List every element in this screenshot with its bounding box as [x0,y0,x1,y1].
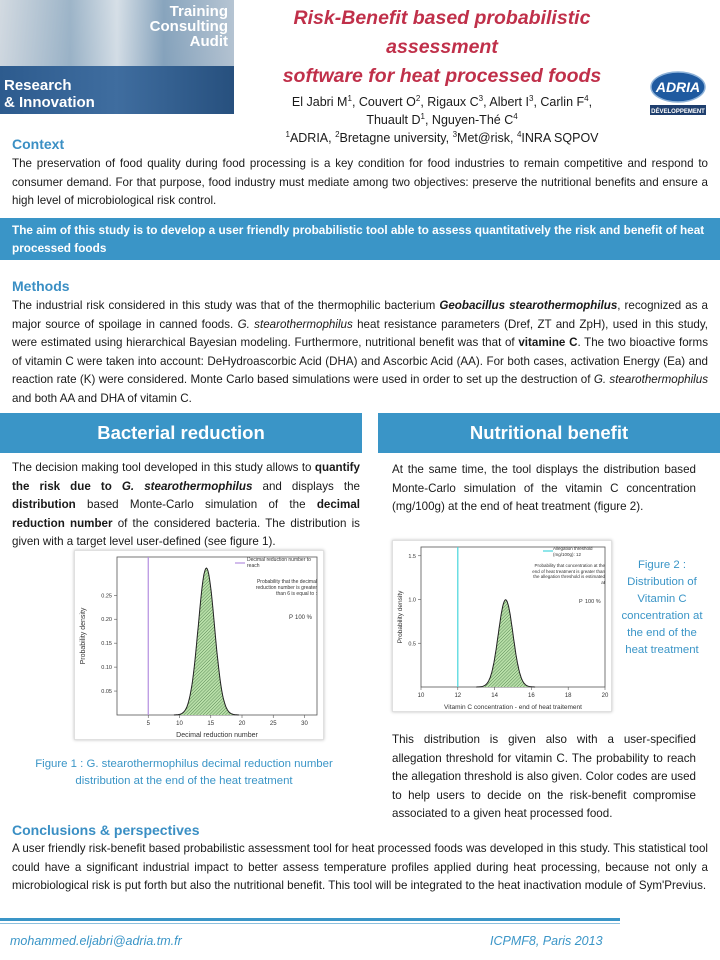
author-name: , Carlin F [533,95,585,109]
x-tick-label: 10 [417,693,425,699]
author-affil-marker: 4 [513,111,518,121]
hatch-line [75,568,206,715]
affil-marker: 2 [335,129,340,139]
hatch-line [75,568,193,715]
chart1-xlabel: Decimal reduction number [176,732,258,739]
hatch-line [520,600,607,687]
x-tick-label: 14 [491,693,498,699]
chart2-legend-label: Allegation threshold (mg/100g): 12 [553,546,593,557]
figure-1-box [74,550,324,740]
hatch-line [533,600,613,687]
y-tick-label: 1.5 [408,553,416,560]
chart2-xlabel: Vitamin C concentration - end of heat traitement [444,704,582,711]
affil-name: INRA SQPOV [521,131,599,145]
hatch-line [393,597,479,687]
banner-word-audit: Audit [189,33,228,50]
hatch-line [101,568,248,715]
figure-2-chart [393,541,613,713]
methods-text: . The two bioactive forms of vitamin C were taken into account: DeHydroascorbic Acid (DHA) and Ascorbic Acid (AA). For both cases, activation Energy (Ea) and reaction rate (K) were considered. Monte Carlo based simulations were used in order to set up the destruction of [12,336,708,387]
hatch-line [113,568,260,715]
hatch-line [530,600,613,687]
density-area [476,600,535,687]
x-tick-label: 15 [207,721,215,727]
conclusions-paragraph: A user friendly risk-benefit based probabilistic assessment tool for heat processed foods was developed in this study. This statistical tool could have a significant industrial impact to better assess temperature profiles applied during heat processing, because not only a microbiological risk is put forth but also the nutritional benefit. This tool will be integrated to the heat inactivation module of Sym'Previus. [12,842,708,893]
author-separator: , [588,95,593,109]
y-tick-label: 0.25 [101,593,112,600]
y-tick-label: 0.10 [101,665,112,672]
species-name: G. stearothermophilus [237,317,353,331]
hatch-line [411,600,498,687]
author-name: , Nguyen-Thé C [424,113,514,127]
methods-heading: Methods [12,278,70,294]
affil-name: Bretagne university, [339,131,453,145]
hatch-line [75,568,196,715]
methods-text: heat resistance parameters (Dref, ZT and ZpH), used in this study, were estimated using hierarchical Bayesian modeling. Furthermore, nutritional benefit was that of [12,317,708,350]
figure-2-box [392,540,612,712]
chart1-annotation: Probability that the decimal reduction number is greater than 6 is equal to : [255,579,317,597]
footer-event: ICPMF8, Paris 2013 [490,934,603,948]
banner-word-research: Research [4,77,72,94]
footer-email: mohammed.eljabri@adria.tm.fr [10,934,182,948]
author-list-line2 [238,111,646,129]
bacterial-text: based Monte-Carlo simulation of the [75,498,317,512]
context-heading: Context [12,136,65,152]
nutritional-paragraph-1: At the same time, the tool displays the distribution based Monte-Carlo simulation of the vitamin C concentration (mg/100g) at the end of heat treatment (figure 2). [392,463,696,514]
hatch-line [447,600,534,687]
author-name: , Albert I [483,95,529,109]
x-tick-label: 12 [454,693,462,699]
methods-bold: vitamine C [518,336,578,350]
bacterial-reduction-header: Bacterial reduction [0,413,362,453]
x-tick-label: 30 [301,721,308,727]
hatch-line [75,568,199,715]
y-tick-label: 0.5 [408,641,416,648]
header-banner [0,0,234,114]
affil-name: ADRIA, [289,131,336,145]
affil-marker: 4 [516,129,522,139]
bacterial-bold: decimal reduction number [12,498,360,530]
x-tick-label: 10 [176,721,183,727]
x-tick-label: 18 [564,693,572,699]
y-tick-label: 0.05 [101,689,112,696]
hatch-line [75,568,183,715]
author-affil-marker: 1 [347,93,352,103]
aim-banner: The aim of this study is to develop a user friendly probabilistic tool able to assess quantitatively the risk and benefit of heat processed foods [0,218,720,260]
figure-1-chart [75,551,325,741]
author-affil-marker: 4 [584,93,589,103]
author-affil-marker: 3 [528,93,534,103]
hatch-line [104,568,251,715]
x-tick-label: 25 [269,721,277,727]
bacterial-paragraph [12,459,360,552]
hatch-line [75,568,174,715]
banner-word-training: Training [169,3,228,20]
conclusions-heading: Conclusions & perspectives [12,822,200,838]
chart1-prob-symbol: P [289,615,294,621]
chart1-probability: 100 % [295,615,313,621]
x-tick-label: 16 [528,693,535,699]
hatch-line [514,600,601,687]
methods-text: , recognized as a major source of spoilage in canned foods. [12,299,708,331]
methods-text: and both AA and DHA of vitamin C. [12,391,192,405]
hatch-line [393,597,476,687]
bacterial-text: of the considered bacteria. The distribution is given with a target level user-defined (see figure 1). [12,516,360,549]
chart2-legend [553,546,605,562]
chart1-legend-label: Decimal reduction number to reach [247,557,311,569]
affil-name: Met@risk, [457,131,517,145]
bacterial-text: and displays the [252,479,360,493]
chart1-legend [247,557,317,579]
hatch-line [75,568,190,715]
author-name: , Rigaux C [420,95,479,109]
logo-sub: DÉVELOPPEMENT [651,109,705,115]
y-tick-label: 0.20 [101,617,112,624]
hatch-line [527,600,613,687]
author-affil-marker: 2 [415,93,421,103]
y-tick-label: 1.0 [408,597,416,604]
hatch-line [511,600,598,687]
poster-title-line2: software for heat processed foods [282,65,602,87]
hatch-line [75,568,180,715]
chart1-annotation-box [245,579,317,619]
hatch-line [523,600,610,687]
context-paragraph: The preservation of food quality during food processing is a key condition for food industries to remain competitive and respond to consumer demand. For that purpose, food industry must mediate among two objectives: preserve the nutritional benefits and ensure a high level of microbiological risk control. [12,157,708,208]
chart2-y-ticks [408,554,421,648]
x-tick-label: 20 [601,693,609,699]
author-affil-marker: 3 [478,93,484,103]
y-tick-label: 0.15 [101,641,112,648]
chart1-x-ticks [147,715,309,727]
hatch-line [107,568,254,715]
chart2-probability: 100 % [585,599,601,605]
banner-word-innovation: & Innovation [4,94,95,111]
hatch-line [110,568,257,715]
footer-rule-thin [0,923,620,924]
x-tick-label: 20 [238,721,246,727]
author-name: Thuault D [366,113,421,127]
hatch-line [482,600,569,687]
adria-logo [648,70,708,116]
figure-1-caption: Figure 1 : G. stearothermophilus decimal reduction number distribution at the end of the heat treatment [35,758,333,787]
affil-marker: 3 [452,129,458,139]
bacterial-bold: distribution [12,498,76,512]
title-block [238,4,646,147]
hatch-line [75,568,209,715]
hatch-line [75,568,177,715]
chart2-prob-symbol: P [579,599,583,605]
species-name: G. stearothermophilus [121,479,253,493]
nutritional-benefit-header: Nutritional benefit [378,413,720,453]
affil-marker: 1 [285,129,290,139]
author-affil-marker: 1 [420,111,425,121]
author-name: , Couvert O [351,95,416,109]
banner-word-consulting: Consulting [149,18,228,35]
chart2-density-fill [476,600,535,687]
hatch-line [75,568,187,715]
author-list [238,93,646,111]
hatch-line [517,600,604,687]
hatch-line [75,568,203,715]
chart1-ylabel: Probability density [80,607,87,665]
methods-paragraph [12,297,708,409]
hatch-line [504,600,591,687]
methods-text: The industrial risk considered in this study was that of the thermophilic bacterium [12,299,440,312]
poster-title-line1: Risk-Benefit based probabilistic assessment [293,7,591,58]
footer-rule [0,918,620,921]
nutritional-paragraph-2: This distribution is given also with a user-specified allegation threshold for vitamin C. The probability to reach the allegation threshold is also given. Color codes are used to help users to decide on the risk-benefit compromise associated to a given heat processed food. [392,733,696,821]
chart2-x-ticks [418,687,609,699]
species-name: G. stearothermophilus [593,373,709,387]
bacterial-bold: quantify the risk due to [12,461,360,493]
logo-name: ADRIA [655,79,701,95]
x-tick-label: 5 [146,721,150,727]
author-name: El Jabri M [291,95,348,109]
chart2-ylabel: Probability density [397,590,404,644]
bacterial-text: The decision making tool developed in this study allows to [12,461,315,474]
chart2-annotation: Probability that concentration at the end of heat treatment is greater than the allegation threshold is estimated at [532,563,605,585]
species-name: Geobacillus stearothermophilus [439,299,618,312]
figure-2-caption: Figure 2 : Distribution of Vitamin C concentration at the end of the heat treatment [621,559,703,656]
chart2-annotation-box [531,563,605,597]
affiliations [238,129,646,147]
chart1-y-ticks [101,593,117,695]
